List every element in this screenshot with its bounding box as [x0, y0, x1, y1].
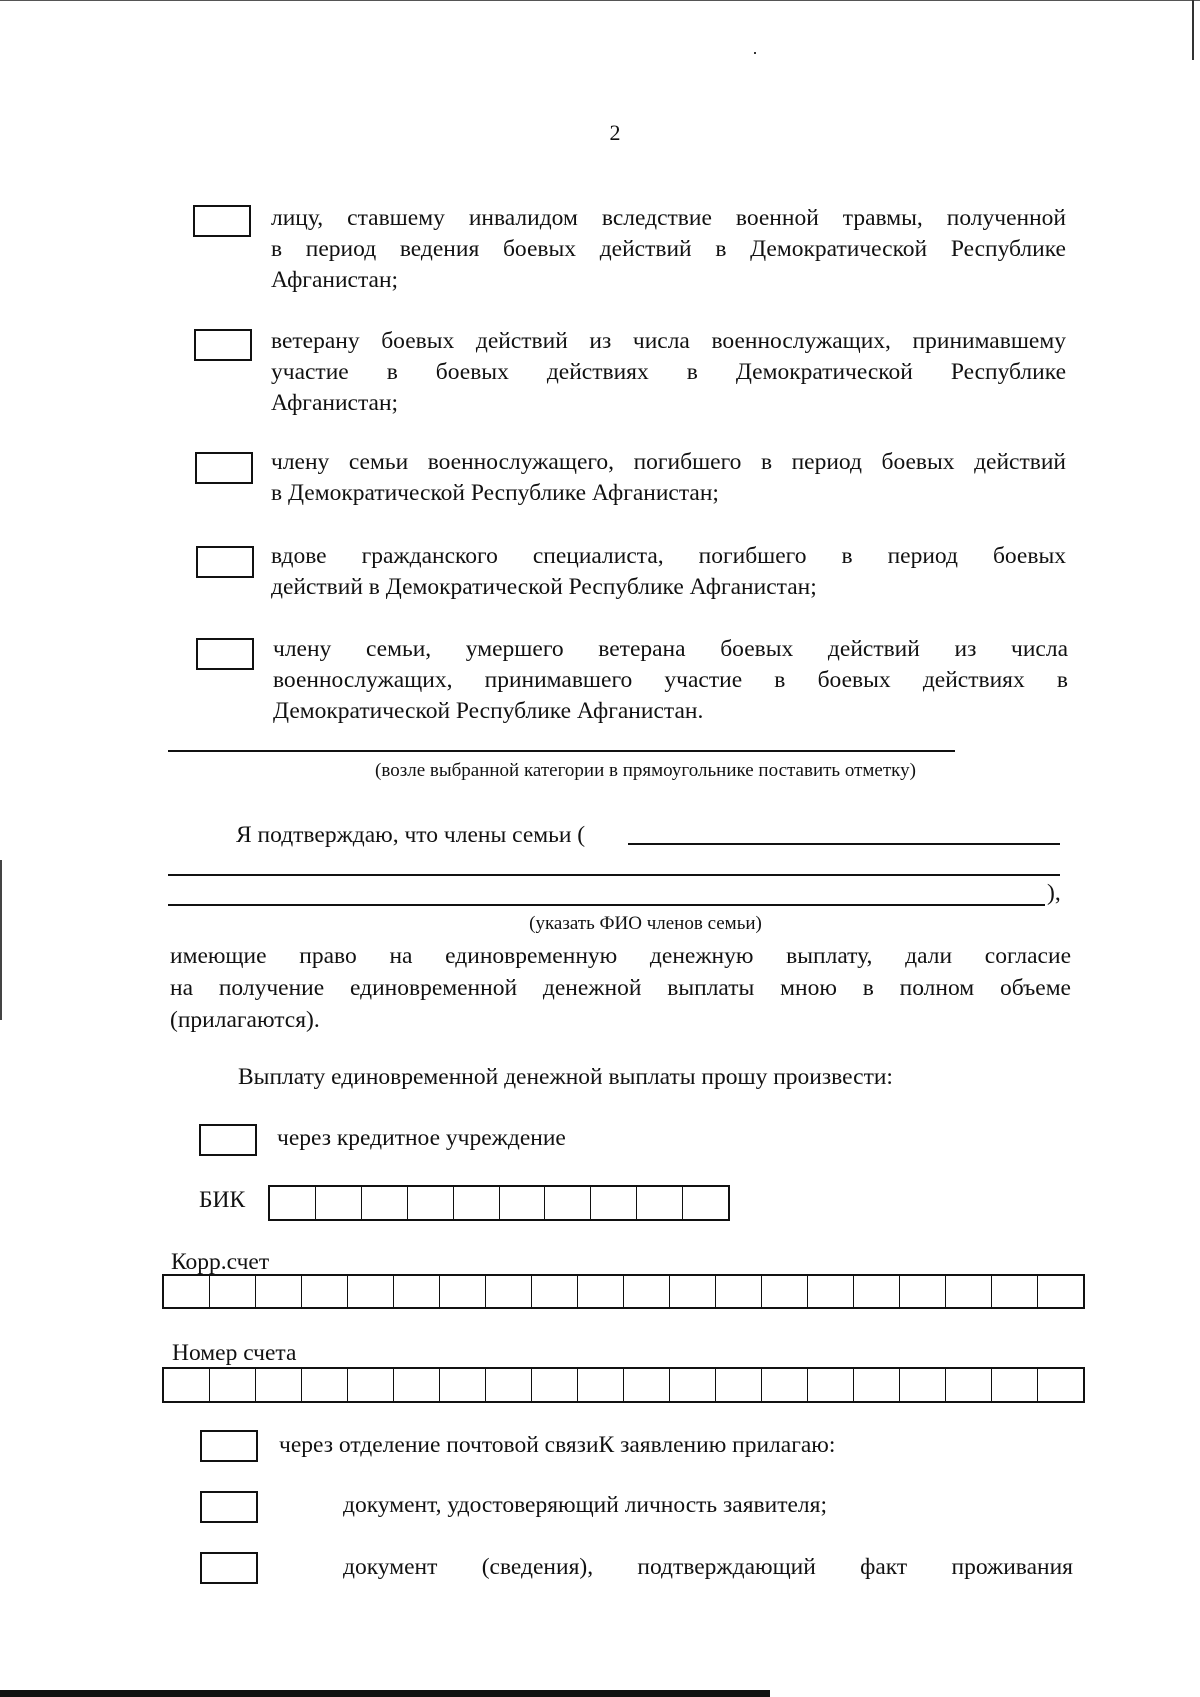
category-line: Афганистан; [271, 267, 399, 293]
category-checkbox-3[interactable] [195, 452, 253, 484]
digit-cell[interactable] [578, 1369, 624, 1401]
category-item-1 [271, 203, 1066, 296]
attachment-item-2 [343, 1551, 1073, 1583]
category-item-2 [271, 326, 1066, 419]
category-checkbox-1[interactable] [193, 205, 251, 237]
digit-cell[interactable] [256, 1369, 302, 1401]
category-line: Афганистан; [271, 390, 399, 416]
digit-cell[interactable] [408, 1187, 454, 1219]
digit-cell[interactable] [900, 1276, 946, 1307]
digit-cell[interactable] [716, 1369, 762, 1401]
account-number-label: Номер счета [172, 1340, 297, 1366]
digit-cell[interactable] [992, 1369, 1038, 1401]
attachment-checkbox-2[interactable] [200, 1552, 258, 1584]
category-line: ветерану боевых действий из числа военнослужащих, принимавшему [271, 328, 1066, 354]
family-names-field-1[interactable] [628, 843, 1060, 845]
digit-cell[interactable] [992, 1276, 1038, 1307]
payment-heading: Выплату единовременной денежной выплаты прошу произвести: [238, 1064, 893, 1090]
category-checkbox-5[interactable] [196, 638, 254, 670]
category-line: члену семьи военнослужащего, погибшего в период боевых действий [271, 449, 1066, 475]
digit-cell[interactable] [454, 1187, 500, 1219]
bik-label: БИК [199, 1187, 246, 1213]
scan-speck [754, 52, 756, 54]
digit-cell[interactable] [683, 1187, 728, 1219]
corr-account-input[interactable] [162, 1274, 1085, 1309]
bik-input[interactable] [268, 1185, 730, 1221]
category-line: вдове гражданского специалиста, погибшего в период боевых [271, 543, 1066, 569]
digit-cell[interactable] [854, 1276, 900, 1307]
consent-line: имеющие право на единовременную денежную выплату, дали согласие [170, 943, 1071, 969]
digit-cell[interactable] [716, 1276, 762, 1307]
digit-cell[interactable] [348, 1369, 394, 1401]
digit-cell[interactable] [1038, 1276, 1083, 1307]
category-line: в период ведения боевых действий в Демократической Республике [271, 236, 1066, 262]
attachment-item-1: документ, удостоверяющий личность заявителя; [343, 1492, 827, 1518]
post-option-checkbox[interactable] [200, 1430, 258, 1462]
digit-cell[interactable] [946, 1369, 992, 1401]
consent-line: (прилагаются). [170, 1007, 320, 1033]
category-line: члену семьи, умершего ветерана боевых действий из числа [273, 636, 1068, 662]
fio-caption: (указать ФИО членов семьи) [529, 913, 762, 934]
digit-cell[interactable] [762, 1369, 808, 1401]
digit-cell[interactable] [440, 1369, 486, 1401]
digit-cell[interactable] [270, 1187, 316, 1219]
attachment-line: документ (сведения), подтверждающий факт проживания [343, 1554, 1073, 1580]
category-line: действий в Демократической Республике Афганистан; [271, 574, 817, 600]
digit-cell[interactable] [500, 1187, 546, 1219]
digit-cell[interactable] [808, 1276, 854, 1307]
digit-cell[interactable] [362, 1187, 408, 1219]
digit-cell[interactable] [900, 1369, 946, 1401]
account-number-input[interactable] [162, 1367, 1085, 1403]
category-line: участие в боевых действиях в Демократической Республике [271, 359, 1066, 385]
category-item-4 [271, 541, 1066, 603]
digit-cell[interactable] [348, 1276, 394, 1307]
digit-cell[interactable] [164, 1369, 210, 1401]
closing-paren: ), [1047, 880, 1061, 906]
digit-cell[interactable] [545, 1187, 591, 1219]
confirm-text: Я подтверждаю, что члены семьи ( [236, 822, 586, 848]
category-note: (возле выбранной категории в прямоугольнике поставить отметку) [375, 760, 916, 781]
category-line: в Демократической Республике Афганистан; [271, 480, 719, 506]
category-item-5 [273, 634, 1068, 727]
digit-cell[interactable] [316, 1187, 362, 1219]
digit-cell[interactable] [302, 1369, 348, 1401]
digit-cell[interactable] [532, 1276, 578, 1307]
category-item-3 [271, 447, 1066, 509]
digit-cell[interactable] [854, 1369, 900, 1401]
digit-cell[interactable] [762, 1276, 808, 1307]
digit-cell[interactable] [256, 1276, 302, 1307]
digit-cell[interactable] [394, 1276, 440, 1307]
scan-edge-left [0, 860, 2, 1020]
digit-cell[interactable] [670, 1276, 716, 1307]
digit-cell[interactable] [164, 1276, 210, 1307]
digit-cell[interactable] [1038, 1369, 1083, 1401]
corr-account-label: Корр.счет [171, 1249, 270, 1275]
category-line: военнослужащих, принимавшего участие в боевых действиях в [273, 667, 1068, 693]
digit-cell[interactable] [210, 1369, 256, 1401]
category-checkbox-2[interactable] [194, 329, 252, 361]
category-line: Демократической Республике Афганистан. [273, 698, 704, 724]
digit-cell[interactable] [440, 1276, 486, 1307]
digit-cell[interactable] [808, 1369, 854, 1401]
digit-cell[interactable] [532, 1369, 578, 1401]
bank-option-label: через кредитное учреждение [277, 1125, 566, 1151]
consent-paragraph [170, 940, 1071, 1036]
scan-edge-top [0, 0, 1200, 1]
digit-cell[interactable] [624, 1276, 670, 1307]
family-names-field-2[interactable] [168, 874, 1060, 876]
digit-cell[interactable] [670, 1369, 716, 1401]
digit-cell[interactable] [210, 1276, 256, 1307]
scan-edge-bottom [0, 1690, 770, 1697]
digit-cell[interactable] [624, 1369, 670, 1401]
digit-cell[interactable] [486, 1369, 532, 1401]
digit-cell[interactable] [946, 1276, 992, 1307]
page-number: 2 [609, 120, 621, 145]
digit-cell[interactable] [591, 1187, 637, 1219]
consent-line: на получение единовременной денежной выплаты мною в полном объеме [170, 975, 1071, 1001]
separator-line [168, 750, 955, 752]
category-checkbox-4[interactable] [196, 546, 254, 578]
digit-cell[interactable] [578, 1276, 624, 1307]
family-names-field-3[interactable] [168, 904, 1045, 906]
digit-cell[interactable] [637, 1187, 683, 1219]
digit-cell[interactable] [302, 1276, 348, 1307]
attachment-checkbox-1[interactable] [200, 1491, 258, 1523]
bank-option-checkbox[interactable] [199, 1124, 257, 1156]
digit-cell[interactable] [394, 1369, 440, 1401]
category-line: лицу, ставшему инвалидом вследствие военной травмы, полученной [271, 205, 1066, 231]
digit-cell[interactable] [486, 1276, 532, 1307]
scan-edge-right [1192, 0, 1194, 60]
post-option-label: через отделение почтовой связиК заявлению прилагаю: [279, 1432, 836, 1458]
